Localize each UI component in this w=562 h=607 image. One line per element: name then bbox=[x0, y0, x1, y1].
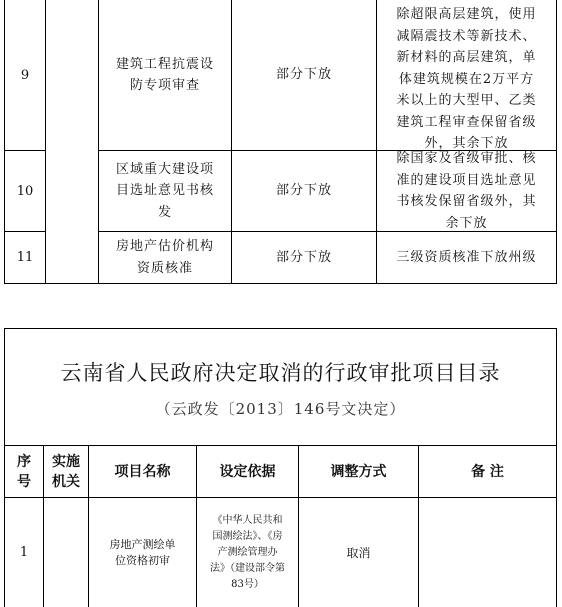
remark-line: 米以上的大型甲、乙类 bbox=[396, 93, 537, 108]
remark-line: 三级资质核准下放州级 bbox=[396, 249, 537, 265]
implementing-agency bbox=[44, 498, 88, 607]
adjustment-method: 部分下放 bbox=[275, 249, 332, 265]
adjustment-method: 取消 bbox=[346, 545, 371, 560]
remark-line: 书核发保留省级外，其 bbox=[396, 194, 537, 209]
remark bbox=[377, 0, 556, 150]
header-agency bbox=[44, 446, 88, 497]
remark-line: 除国家及省级审批、核 bbox=[396, 151, 537, 166]
project-name-line: 防专项审查 bbox=[129, 78, 200, 93]
project-name bbox=[99, 151, 231, 231]
project-name-line: 房地产估价机构 bbox=[115, 239, 214, 254]
remark-line: 新材料的高层建筑，单 bbox=[396, 50, 537, 65]
row-number: 9 bbox=[20, 67, 30, 83]
project-name-line: 目选址意见书核 bbox=[115, 183, 214, 199]
legal-basis-line: 《中华人民共和 bbox=[212, 514, 283, 526]
header-project-name: 项目名称 bbox=[114, 463, 171, 480]
project-name-line: 建筑工程抗震设 bbox=[115, 56, 214, 72]
adjustment-method: 部分下放 bbox=[275, 183, 332, 199]
remark bbox=[377, 151, 556, 231]
legal-basis bbox=[197, 498, 298, 607]
remark bbox=[377, 232, 556, 283]
row-number: 11 bbox=[16, 250, 34, 265]
header-number-line: 号 bbox=[17, 473, 31, 490]
legal-basis-line: 83号） bbox=[231, 578, 264, 590]
header-legal-basis: 设定依据 bbox=[219, 463, 276, 480]
remark-line: 外，其余下放 bbox=[424, 136, 509, 151]
legal-basis-line: 国测绘法》、《房 bbox=[212, 530, 283, 542]
project-name-line: 区域重大建设项 bbox=[115, 161, 214, 177]
header-number bbox=[5, 446, 43, 497]
row-number: 1 bbox=[19, 545, 29, 560]
remark-line: 除超限高层建筑，使用 bbox=[396, 7, 537, 22]
remark-line: 体建筑规模在2万平方 bbox=[398, 71, 535, 87]
remark-line: 准的建设项目选址意见 bbox=[396, 172, 537, 188]
row-number: 10 bbox=[16, 183, 34, 199]
document-reference: （云政发〔2013〕146号文决定） bbox=[155, 399, 406, 418]
header-remark: 备 注 bbox=[471, 463, 504, 480]
legal-basis-line: 法》（建设部令第 bbox=[210, 562, 285, 574]
legal-basis-line: 产测绘管理办 bbox=[217, 546, 278, 558]
project-name bbox=[99, 232, 231, 283]
project-name bbox=[99, 0, 231, 150]
project-name-line: 资质核准 bbox=[136, 260, 193, 276]
project-name-line: 房地产测绘单 bbox=[109, 537, 176, 551]
project-name bbox=[89, 498, 196, 607]
page-title: 云南省人民政府决定取消的行政审批项目目录 bbox=[60, 361, 501, 385]
header-agency-line: 机关 bbox=[52, 473, 80, 490]
project-name-line: 发 bbox=[157, 204, 172, 220]
remark bbox=[419, 498, 556, 607]
header-adjustment-method: 调整方式 bbox=[330, 463, 387, 480]
header-agency-line: 实施 bbox=[52, 453, 80, 470]
adjustment-method: 部分下放 bbox=[275, 67, 332, 83]
header-number-line: 序 bbox=[17, 453, 31, 470]
project-name-line: 位资格初审 bbox=[115, 553, 170, 567]
remark-line: 余下放 bbox=[445, 215, 488, 231]
remark-line: 建筑工程审查保留省级 bbox=[396, 114, 537, 130]
remark-line: 减隔震技术等新技术、 bbox=[396, 28, 537, 44]
